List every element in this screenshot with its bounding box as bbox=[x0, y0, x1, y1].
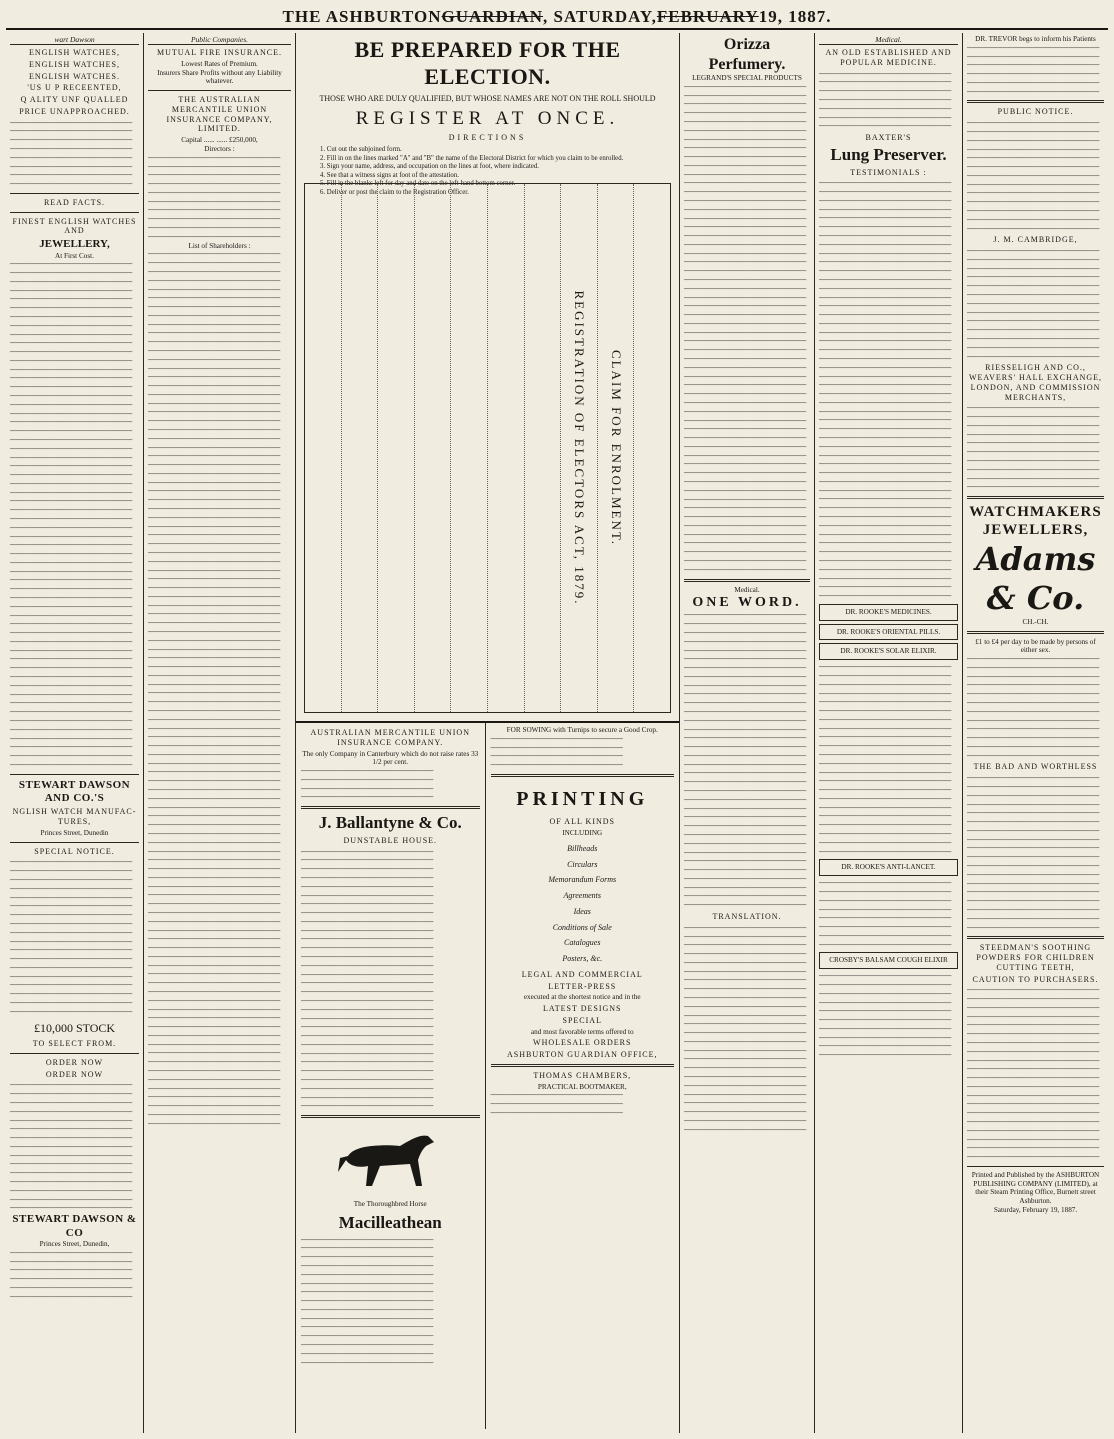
medical-label: Medical. bbox=[734, 585, 760, 594]
rookes-oriental-pills: DR. ROOKE'S ORIENTAL PILLS. bbox=[819, 624, 958, 641]
mutual-fire-title: MUTUAL FIRE INSURANCE. bbox=[156, 48, 283, 58]
to-select: TO SELECT FROM. bbox=[32, 1039, 117, 1049]
cambridge: J. M. CAMBRIDGE, bbox=[993, 235, 1078, 245]
column-orizza bbox=[680, 33, 815, 1433]
enrolment-claim-form bbox=[304, 183, 671, 713]
body-filler: ──────────────────────── ──────────────────────── ──────────────────────── ──────────────────────── ──────────────────────── ──────────────────────── bbox=[10, 1248, 133, 1301]
insurance-company: THE AUSTRALIAN MERCANTILE UNION INSURANCE COMPANY, LIMITED. bbox=[166, 95, 273, 134]
masthead bbox=[6, 6, 1108, 30]
ad-line-4: 'US U P RECEENTED, bbox=[27, 83, 122, 93]
lowest-rates: Lowest Rates of Premium. bbox=[181, 59, 258, 68]
horse-caption: The Thoroughbred Horse bbox=[353, 1200, 427, 1209]
ad-line-5: Q ALITY UNF QUALLED bbox=[20, 95, 129, 105]
register-heading: REGISTER AT ONCE. bbox=[355, 108, 620, 130]
horse-illustration bbox=[330, 1124, 450, 1194]
body-filler: ──────────────────────── ──────────────────────── ──────────────────────── ──────────────────────── ──────────────────────── ──────────────────────── ──────────────────────── ──────────────────────── ──────────────────────── ──────────────────────── ──────────────────────── ──────────────────────── ──────────────────────── ──────────────────────── ──────────────────────── bbox=[10, 1081, 133, 1213]
chambers-sub: PRACTICAL BOOTMAKER, bbox=[537, 1082, 627, 1091]
body-filler: ──────────────────────── ──────────────────────── ──────────────────────── ──────────────────────── ──────────────────────── ──────────────────────── ──────────────────────── ──────────────────────── ──────────────────────── ──────────────────────── ──────────────────────── ──────────────────────── ──────────────────────── ──────────────────────── ──────────────────────── ──────────────────────── ──────────────────────── ──────────────────────── ──────────────────────── ──────────────────────── ──────────────────────── ──────────────────────── ──────────────────────── ──────────────────────── ──────────────────────── ──────────────────────── ──────────────────────── ──────────────────────── ──────────────────────── ──────────────────────── ──────────────────────── ──────────────────────── ──────────────────────── ──────────────────────── bbox=[684, 611, 807, 910]
body-filler: ────────────────────────── ────────────────────────── ────────────────────────── ────────────────────────── ────────────────────────── ────────────────────────── ────────────────────────── ────────────────────────── ────────────────────────── ────────────────────────── bbox=[967, 404, 1100, 492]
ballantyne-heading: J. Ballantyne & Co. bbox=[318, 813, 462, 833]
column-medical bbox=[815, 33, 963, 1433]
col5-header: Medical. bbox=[819, 35, 958, 45]
jewellers: JEWELLERS, bbox=[982, 522, 1089, 539]
legal-commercial: LEGAL AND COMMERCIAL bbox=[521, 969, 643, 979]
printing-heading: PRINTING bbox=[516, 787, 649, 810]
directors-label: Directors : bbox=[204, 145, 235, 154]
body-filler: ──────────────────────── ──────────────────────── ──────────────────────── ──────────────────────── ──────────────────────── ──────────────────────── ──────────────────────── ──────────────────────── ──────────────────────── ──────────────────────── ──────────────────────── ──────────────────────── ──────────────────────── ──────────────────────── ──────────────────────── ──────────────────────── ──────────────────────── ──────────────────────── ──────────────────────── ──────────────────────── ──────────────────────── ──────────────────────── ──────────────────────── ──────────────────────── ──────────────────────── ──────────────────────── ──────────────────────── ──────────────────────── ──────────────────────── ──────────────────────── ──────────────────────── ──────────────────────── ──────────────────────── ──────────────────────── ──────────────────────── ──────────────────────── ──────────────────────── ──────────────────────── ──────────────────────── ──────────────────────── ──────────────────────── ──────────────────────── ──────────────────────── ──────────────────────── ──────────────────────── ──────────────────────── ──────────────────────── ──────────────────────── ──────────────────────── ──────────────────────── ──────────────────────── ──────────────────────── ──────────────────────── ──────────────────────── ──────────────────────── ──────────────────────── bbox=[684, 82, 807, 574]
read-facts: READ FACTS. bbox=[43, 197, 106, 207]
capital: Capital ...... ...... £250,000, bbox=[181, 136, 258, 145]
print-item: Ideas bbox=[573, 906, 591, 916]
column-adams bbox=[963, 33, 1108, 1433]
print-item: Billheads bbox=[567, 843, 598, 853]
form-subtitle: CLAIM FOR ENROLMENT. bbox=[608, 349, 624, 547]
printed-by: Printed and Published by the ASHBURTON PUBLISHING COMPANY (LIMITED), at their Steam Printing Office, Burnett street Ashburton. bbox=[971, 1170, 1100, 1206]
insurers-share: Insurers Share Profits without any Liability whatever. bbox=[157, 68, 282, 86]
adams-logo: Adams & Co. bbox=[975, 539, 1096, 617]
ad-line-6: PRICE UNAPPROACHED. bbox=[19, 106, 130, 116]
body-filler: ────────────────────────── ────────────────────────── ────────────────────────── ────────────────────────── bbox=[301, 767, 434, 802]
stewart-dawson-heading: STEWART DAWSON AND CO.'S bbox=[18, 778, 131, 805]
orizza-heading: Orizza Perfumery. bbox=[708, 36, 786, 73]
shareholders-label: List of Shareholders : bbox=[188, 241, 251, 250]
ad-line-3: ENGLISH WATCHES. bbox=[29, 71, 120, 81]
body-filler: ────────────────────────── ────────────────────────── ────────────────────────── ────────────────────────── ────────────────────────── ────────────────────────── ────────────────────────── ────────────────────────── ────────────────────────── ────────────────────────── ────────────────────────── ────────────────────────── ────────────────────────── ────────────────────────── ────────────────────────── ────────────────────────── ────────────────────────── ────────────────────────── ────────────────────────── ────────────────────────── ────────────────────────── ────────────────────────── ────────────────────────── ────────────────────────── ────────────────────────── ────────────────────────── ────────────────────────── ────────────────────────── ────────────────────────── ────────────────────────── bbox=[301, 847, 434, 1111]
stock-heading: £10,000 STOCK bbox=[33, 1020, 116, 1035]
crosbys-balsam: CROSBY'S BALSAM COUGH ELIXIR bbox=[819, 952, 958, 969]
order-now-1: ORDER NOW bbox=[45, 1057, 104, 1067]
body-filler: ────────────────────────── ────────────────────────── ────────────────────────── ────────────────────────── ────────────────────────── ────────────────────────── bbox=[967, 43, 1100, 96]
testimonials: TESTIMONIALS : bbox=[850, 167, 927, 177]
stewart-dawson-sub: NGLISH WATCH MANUFAC-TURES, bbox=[12, 807, 137, 827]
column-election bbox=[296, 33, 680, 1433]
body-filler: ────────────────────────── ────────────────────────── ────────────────────────── ────────────────────────── ────────────────────────── ────────────────────────── ────────────────────────── ────────────────────────── ────────────────────────── ────────────────────────── bbox=[148, 153, 281, 241]
col2-header: Public Companies. bbox=[148, 35, 291, 45]
print-item: Memorandum Forms bbox=[548, 875, 617, 885]
baxter-label: BAXTER'S bbox=[865, 133, 912, 143]
printing-column bbox=[486, 723, 680, 1429]
masthead-text: THE ASHBURTON bbox=[282, 7, 442, 26]
horse-name: Macilleathean bbox=[338, 1212, 442, 1232]
translation-heading: TRANSLATION. bbox=[712, 911, 782, 921]
riesseligh: RIESSELIGH AND CO., WEAVERS' HALL EXCHANGE, LONDON, AND COMMISSION MERCHANTS, bbox=[968, 363, 1103, 402]
print-item: Catalogues bbox=[564, 938, 601, 948]
print-item: Conditions of Sale bbox=[552, 922, 612, 932]
bad-worthless: THE BAD AND WORTHLESS bbox=[973, 762, 1098, 772]
direction-step: 4. See that a witness signs at foot of the attestation. bbox=[320, 171, 459, 179]
masthead-date-tail: 19, 1887. bbox=[758, 7, 832, 26]
adams-city: CH.-CH. bbox=[1022, 617, 1049, 626]
body-filler: ────────────────────────── ────────────────────────── ────────────────────────── ────────────────────────── ────────────────────────── ────────────────────────── ────────────────────────── ────────────────────────── ────────────────────────── ────────────────────────── bbox=[819, 972, 952, 1060]
old-remedy: AN OLD ESTABLISHED AND POPULAR MEDICINE. bbox=[825, 48, 952, 67]
body-filler: ────────────────────────── ────────────────────────── ────────────────────────── ────────────────────────── ────────────────────────── ────────────────────────── ────────────────────────── ────────────────────────── ────────────────────────── ────────────────────────── ────────────────────────── ────────────────────────── ────────────────────────── ────────────────────────── ────────────────────────── bbox=[301, 1235, 434, 1367]
watchmakers: WATCHMAKERS bbox=[969, 504, 1102, 521]
orizza-sub: LEGRAND'S SPECIAL PRODUCTS bbox=[692, 74, 802, 83]
election-subtitle: THOSE WHO ARE DULY QUALIFIED, BUT WHOSE NAMES ARE NOT ON THE ROLL SHOULD bbox=[319, 93, 656, 103]
body-filler: ────────────────────────── ────────────────────────── ────────────────────────── ────────────────────────── ────────────────────────── ────────────────────────── ────────────────────────── ────────────────────────── ────────────────────────── ────────────────────────── ────────────────────────── ────────────────────────── ────────────────────────── ────────────────────────── ────────────────────────── ────────────────────────── ────────────────────────── ────────────────────────── ────────────────────────── ────────────────────────── ────────────────────────── ────────────────────────── ────────────────────────── ────────────────────────── ────────────────────────── ────────────────────────── ────────────────────────── ────────────────────────── ────────────────────────── ────────────────────────── ────────────────────────── ────────────────────────── ────────────────────────── ────────────────────────── ────────────────────────── ────────────────────────── ────────────────────────── ────────────────────────── ────────────────────────── ────────────────────────── ────────────────────────── ────────────────────────── ────────────────────────── ────────────────────────── ────────────────────────── ────────────────────────── ────────────────────────── ────────────────────────── ────────────────────────── ────────────────────────── ────────────────────────── ────────────────────────── ────────────────────────── ────────────────────────── ────────────────────────── ────────────────────────── ────────────────────────── ────────────────────────── ────────────────────────── ────────────────────────── ────────────────────────── ────────────────────────── ────────────────────────── ────────────────────────── ────────────────────────── ────────────────────────── ────────────────────────── ────────────────────────── ────────────────────────── ────────────────────────── ────────────────────────── ────────────────────────── ────────────────────────── ────────────────────────── ────────────────────────── ────────────────────────── ────────────────────────── ────────────────────────── ────────────────────────── ────────────────────────── ────────────────────────── ────────────────────────── ────────────────────────── ────────────────────────── ────────────────────────── ────────────────────────── ────────────────────────── ────────────────────────── ────────────────────────── ────────────────────────── ────────────────────────── ────────────────────────── ────────────────────────── ────────────────────────── ────────────────────────── ────────────────────────── ────────────────────────── ────────────────────────── ────────────────────────── ────────────────────────── bbox=[148, 250, 281, 1128]
body-filler: ────────────────────────── ────────────────────────── ────────────────────────── ────────────────────────── ────────────────────────── ────────────────────────── ────────────────────────── ────────────────────────── ────────────────────────── ────────────────────────── ────────────────────────── ────────────────────────── bbox=[967, 655, 1100, 760]
aus-mercantile-text: The only Company in Canterbury which do not raise rates 33 1/2 per cent. bbox=[302, 749, 479, 767]
body-filler: ────────────────────────── ────────────────────────── ────────────────────────── ────────────────────────── ────────────────────────── ────────────────────────── ────────────────────────── ────────────────────────── ────────────────────────── ────────────────────────── ────────────────────────── ────────────────────────── ────────────────────────── ────────────────────────── ────────────────────────── ────────────────────────── ────────────────────────── ────────────────────────── ────────────────────────── ────────────────────────── ────────────────────────── ────────────────────────── ────────────────────────── ────────────────────────── ────────────────────────── ────────────────────────── ────────────────────────── ────────────────────────── ────────────────────────── ────────────────────────── ────────────────────────── ────────────────────────── ────────────────────────── ────────────────────────── ────────────────────────── ────────────────────────── ────────────────────────── ────────────────────────── ────────────────────────── ────────────────────────── ────────────────────────── ────────────────────────── ────────────────────────── ────────────────────────── ────────────────────────── ────────────────────────── ────────────────────────── ────────────────────────── bbox=[819, 179, 952, 601]
ad-line-2: ENGLISH WATCHES, bbox=[29, 59, 120, 69]
finest-watches: FINEST ENGLISH WATCHES AND bbox=[12, 216, 137, 236]
body-filler: ──────────────────────── ──────────────────────── ──────────────────────── ──────────────────────── ──────────────────────── ──────────────────────── ──────────────────────── ──────────────────────── ──────────────────────── ──────────────────────── ──────────────────────── ──────────────────────── ──────────────────────── ──────────────────────── ──────────────────────── ──────────────────────── ──────────────────────── ──────────────────────── ──────────────────────── ──────────────────────── ──────────────────────── ──────────────────────── ──────────────────────── ──────────────────────── ──────────────────────── ──────────────────────── ──────────────────────── ──────────────────────── ──────────────────────── ──────────────────────── ──────────────────────── ──────────────────────── ──────────────────────── ──────────────────────── ──────────────────────── ──────────────────────── ──────────────────────── ──────────────────────── ──────────────────────── ──────────────────────── ──────────────────────── ──────────────────────── ──────────────────────── ──────────────────────── ──────────────────────── ──────────────────────── ──────────────────────── ──────────────────────── ──────────────────────── ──────────────────────── ──────────────────────── ──────────────────────── ──────────────────────── ──────────────────────── ──────────────────────── ──────────────────────── ──────────────────────── ──────────────────────── bbox=[10, 260, 133, 769]
per-day: £1 to £4 per day to be made by persons of either sex. bbox=[975, 637, 1096, 655]
letterpress: LETTER-PRESS bbox=[548, 981, 617, 991]
issue-date: Saturday, February 19, 1887. bbox=[993, 1206, 1078, 1215]
direction-step: 2. Fill in on the lines marked "A" and "B" the name of the Electoral District for which you claim to be enrolled. bbox=[320, 154, 624, 162]
ballantyne-column bbox=[296, 723, 486, 1429]
body-filler: ────────────────────────── ────────────────────────── ────────────────────────── ────────────────────────── ────────────────────────── ────────────────────────── ────────────────────────── ────────────────────────── ────────────────────────── ────────────────────────── ────────────────────────── ────────────────────────── ────────────────────────── ────────────────────────── ────────────────────────── ────────────────────────── ────────────────────────── ────────────────────────── bbox=[967, 774, 1100, 932]
wholesale-orders: WHOLESALE ORDERS bbox=[533, 1038, 632, 1048]
sowing-notice: FOR SOWING with Turnips to secure a Good Crop. bbox=[506, 726, 658, 734]
aus-mercantile-title: AUSTRALIAN MERCANTILE UNION INSURANCE COMPANY. bbox=[310, 728, 470, 747]
lung-preserver: Lung Preserver. bbox=[830, 144, 947, 164]
public-notice: PUBLIC NOTICE. bbox=[997, 107, 1074, 117]
stewart-dawson-street: Princes Street, Dunedin bbox=[40, 828, 109, 837]
election-title: BE PREPARED FOR THE ELECTION. bbox=[354, 37, 621, 89]
direction-step: 5. Fill in the blanks left for day and date on the left-hand bottom corner. bbox=[320, 180, 516, 188]
election-notice bbox=[296, 33, 679, 723]
body-filler: ────────────────────────── ────────────────────────── ────────────────────────── ────────────────────────── ────────────────────────── ────────────────────────── ────────────────────────── ────────────────────────── bbox=[819, 879, 952, 949]
caution: CAUTION TO PURCHASERS. bbox=[972, 974, 1099, 984]
body-filler: ────────────────────────── ────────────────────────── ────────────────────────── ────────────────────────── ────────────────────────── ────────────────────────── ────────────────────────── ────────────────────────── ────────────────────────── ────────────────────────── ────────────────────────── ────────────────────────── ────────────────────────── bbox=[967, 119, 1100, 233]
rookes-anti-lancet: DR. ROOKE'S ANTI-LANCET. bbox=[819, 859, 958, 876]
jewellery-heading: JEWELLERY, bbox=[39, 238, 110, 251]
print-item: Posters, &c. bbox=[562, 954, 603, 964]
one-word-heading: ONE WORD. bbox=[692, 595, 802, 611]
body-filler: ────────────────────────── ────────────────────────── ────────────────────────── ────────────────────────── ────────────────────────── ────────────────────────── ────────────────────────── bbox=[819, 69, 952, 131]
column-stewart-dawson bbox=[6, 33, 144, 1433]
stewart-dawson-footer: STEWART DAWSON & CO bbox=[12, 1213, 137, 1239]
order-now-2: ORDER NOW bbox=[45, 1069, 104, 1079]
special-notice: SPECIAL NOTICE. bbox=[34, 846, 115, 856]
direction-step: 1. Cut out the subjoined form. bbox=[320, 146, 402, 154]
ad-line-1: ENGLISH WATCHES, bbox=[29, 48, 120, 58]
attention: and most favorable terms offered to bbox=[530, 1027, 634, 1036]
body-filler: ──────────────────────── ──────────────────────── ──────────────────────── ──────────────────────── ──────────────────────── ──────────────────────── ──────────────────────── ──────────────────────── ──────────────────────── ──────────────────────── ──────────────────────── ──────────────────────── ──────────────────────── ──────────────────────── ──────────────────────── ──────────────────────── ──────────────────────── ──────────────────────── bbox=[10, 858, 133, 1016]
direction-step: 6. Deliver or post the claim to the Registration Officer. bbox=[320, 188, 469, 196]
masthead-struck-month: FEBRUARY bbox=[656, 7, 759, 26]
stewart-dawson-footer-street: Princes Street, Dunedin, bbox=[39, 1239, 110, 1248]
body-filler: ────────────────────────── ────────────────────────── ────────────────────────── ────────────────────────── ────────────────────────── ────────────────────────── ────────────────────────── ────────────────────────── ────────────────────────── ────────────────────────── ────────────────────────── ────────────────────────── ────────────────────────── ────────────────────────── ────────────────────────── ────────────────────────── ────────────────────────── ────────────────────────── ────────────────────────── ────────────────────────── ────────────────────────── ────────────────────────── bbox=[819, 663, 952, 856]
col1-header: wart Dawson bbox=[10, 35, 139, 45]
body-filler: ────────────────────────── ────────────────────────── ────────────────────────── bbox=[490, 1091, 623, 1117]
directions-heading: DIRECTIONS bbox=[448, 132, 527, 142]
direction-step: 3. Sign your name, address, and occupation on the lines at foot, where indicated. bbox=[320, 163, 539, 171]
chambers-name: THOMAS CHAMBERS, bbox=[533, 1070, 632, 1080]
masthead-date-lead: , SATURDAY, bbox=[543, 7, 657, 26]
latest-designs: LATEST DESIGNS bbox=[542, 1004, 622, 1014]
at-first-cost: At First Cost. bbox=[55, 251, 94, 260]
masthead-struck: GUARDIAN bbox=[441, 7, 544, 26]
form-title: REGISTRATION OF ELECTORS ACT, 1879. bbox=[571, 290, 587, 606]
print-item: Circulars bbox=[567, 859, 598, 869]
rookes-solar-elixir: DR. ROOKE'S SOLAR ELIXIR. bbox=[819, 643, 958, 660]
printing-sub: OF ALL KINDS bbox=[549, 817, 615, 827]
body-filler: ──────────────────────── ──────────────────────── ──────────────────────── ──────────────────────── ──────────────────────── ──────────────────────── ──────────────────────── ──────────────────────── ──────────────────────── ──────────────────────── ──────────────────────── ──────────────────────── ──────────────────────── ──────────────────────── ──────────────────────── ──────────────────────── ──────────────────────── ──────────────────────── ──────────────────────── ──────────────────────── ──────────────────────── ──────────────────────── ──────────────────────── ──────────────────────── bbox=[684, 923, 807, 1134]
dr-trevor: DR. TREVOR begs to inform his Patients bbox=[975, 35, 1096, 43]
steedman: STEEDMAN'S SOOTHING POWDERS FOR CHILDREN CUTTING TEETH, bbox=[976, 943, 1095, 972]
guardian-office: ASHBURTON GUARDIAN OFFICE, bbox=[507, 1050, 658, 1060]
column-public-companies bbox=[144, 33, 296, 1433]
including: INCLUDING bbox=[562, 829, 603, 838]
special: SPECIAL bbox=[562, 1015, 602, 1025]
executed-notice: executed at the shortest notice and in the bbox=[523, 993, 641, 1002]
print-item: Agreements bbox=[563, 891, 601, 901]
rookes-medicines: DR. ROOKE'S MEDICINES. bbox=[819, 604, 958, 621]
dunstable-house: DUNSTABLE HOUSE. bbox=[343, 835, 438, 845]
body-filler: ────────────────────────── ────────────────────────── ────────────────────────── ────────────────────────── ────────────────────────── ────────────────────────── ────────────────────────── ────────────────────────── ────────────────────────── ────────────────────────── ────────────────────────── ────────────────────────── ────────────────────────── ────────────────────────── ────────────────────────── ────────────────────────── ────────────────────────── ────────────────────────── ────────────────────────── ────────────────────────── bbox=[967, 986, 1100, 1162]
body-filler: ────────────────────────── ────────────────────────── ────────────────────────── ────────────────────────── bbox=[490, 734, 623, 770]
body-filler: ────────────────────────── ────────────────────────── ────────────────────────── ────────────────────────── ────────────────────────── ────────────────────────── ────────────────────────── ────────────────────────── ────────────────────────── ────────────────────────── ────────────────────────── ────────────────────────── ────────────────────────── bbox=[967, 247, 1100, 361]
body-filler: ──────────────────────── ──────────────────────── ──────────────────────── ──────────────────────── ──────────────────────── ──────────────────────── ──────────────────────── ──────────────────────── bbox=[10, 118, 133, 189]
